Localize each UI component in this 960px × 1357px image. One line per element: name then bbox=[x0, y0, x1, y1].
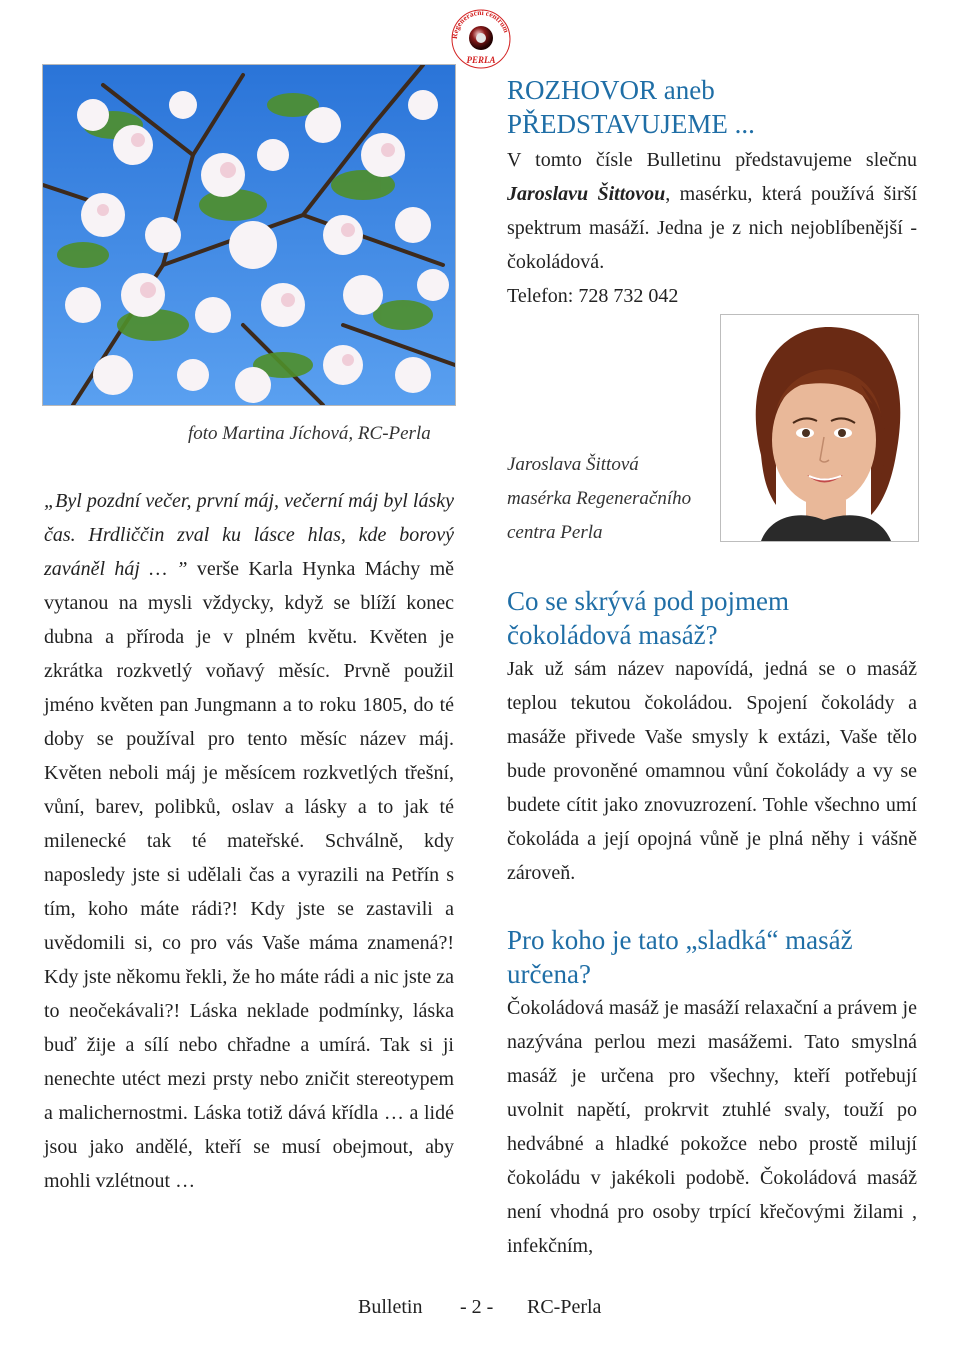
intro-text-a: V tomto čísle Bulletinu představujeme slečnu bbox=[507, 149, 917, 171]
logo-ring-text: Regenerační centrum bbox=[450, 8, 511, 40]
portrait-photo bbox=[720, 314, 919, 542]
qa-section-1 bbox=[507, 584, 917, 890]
portrait-caption-role: masérka Regeneračního bbox=[507, 488, 692, 509]
logo-brand: PERLA bbox=[466, 55, 496, 65]
answer-1: Jak už sám název napovídá, jedná se o masáž teplou tekutou čokoládou. Spojení čokolády a masáže přivede Vaše smysly k extázi, Vaše tělo bude provoněné omamnou vůní čokolády a vy se budete cítit jako znovuzrození. Tohle všechno umí čokoláda a její opojná vůně je plná něhy i vášně zároveň. bbox=[507, 658, 917, 884]
footer-bulletin: Bulletin bbox=[358, 1296, 423, 1318]
phone-number: Telefon: 728 732 042 bbox=[507, 285, 679, 307]
heading-line-1: ROZHOVOR aneb bbox=[507, 75, 715, 105]
interview-heading bbox=[507, 73, 927, 141]
qa-section-2 bbox=[507, 923, 917, 1263]
blossom-image bbox=[43, 65, 455, 405]
article-body: verše Karla Hynka Máchy mě vytanou na mysli vždycky, když se blíží konec dubna a příroda je v plném květu. Květen je zkrátka rozkvetlý voňavý měsíc. Prvně použil jméno květen pan Jungmann a to roku 1805, do té doby se používal pro tento měsíc název máj. Květen neboli máj je měsícem rozkvetlých třešní, vůní, barev, polibků, oslav a lásky a to jak té milenecké tak té mateřské. Schválně, kdy naposledy jste si udělali čas a vyrazili na Petřín s tím, koho máte rádi?! Kdy jste se zastavili a uvědomili si, co pro vás Vaše máma znamená?! Kdy jste někomu řekli, že ho máte rádi a nic jste za to neočekávali?! Láska neklade podmínky, láska buď žije a sílí nebo chřadne a umírá. Tak si ji nenechte utéct mezi prsty nebo zničit stereotypem a malichernostmi. Láska totiž dává křídla … a lidé jsou jako andělé, kteří se musí obejmout, aby mohli vzlétnout … bbox=[44, 558, 454, 1192]
answer-2: Čokoládová masáž je masáží relaxační a právem je nazývána perlou mezi masážemi. Tato smyslná masáž je určena pro všechny, kteří potřebují uvolnit napětí, prokrvit ztuhlé svaly, touží po hedvábné a hladké pokožce nebo prostě milují čokoládu v jakékoli podobě. Čokoládová masáž není vhodná pro osoby trpící křečovými žilami , infekčním, bbox=[507, 997, 917, 1257]
footer-publisher: RC-Perla bbox=[527, 1296, 602, 1318]
pearl-logo-icon bbox=[450, 8, 512, 70]
heading-line-2: PŘEDSTAVUJEME ... bbox=[507, 109, 755, 139]
intro-text-b: , masérku, která používá širší spektrum masáží. Jedna je z nich nejoblíbenější - čokoládová. bbox=[507, 183, 918, 273]
intro-name: Jaroslavu Šittovou bbox=[507, 183, 666, 205]
interview-intro bbox=[507, 143, 917, 313]
portrait-caption-centre: centra Perla bbox=[507, 522, 603, 543]
footer-page-number: - 2 - bbox=[460, 1296, 494, 1318]
photo-caption: foto Martina Jíchová, RC-Perla bbox=[188, 423, 431, 444]
question-1: Co se skrývá pod pojmem čokoládová masáž? bbox=[507, 586, 789, 650]
apple-blossom-photo bbox=[42, 64, 456, 406]
portrait-image bbox=[721, 315, 918, 541]
left-article-text bbox=[44, 484, 454, 1198]
perla-logo bbox=[450, 8, 512, 70]
portrait-caption-name: Jaroslava Šittová bbox=[507, 454, 639, 475]
poem-quote: „Byl pozdní večer, první máj, večerní máj byl lásky čas. Hrdliččin zval ku lásce hlas, kde borový zaváněl háj … ” bbox=[44, 490, 454, 580]
portrait-caption bbox=[507, 448, 691, 550]
question-2: Pro koho je tato „sladká“ masáž určena? bbox=[507, 925, 853, 989]
